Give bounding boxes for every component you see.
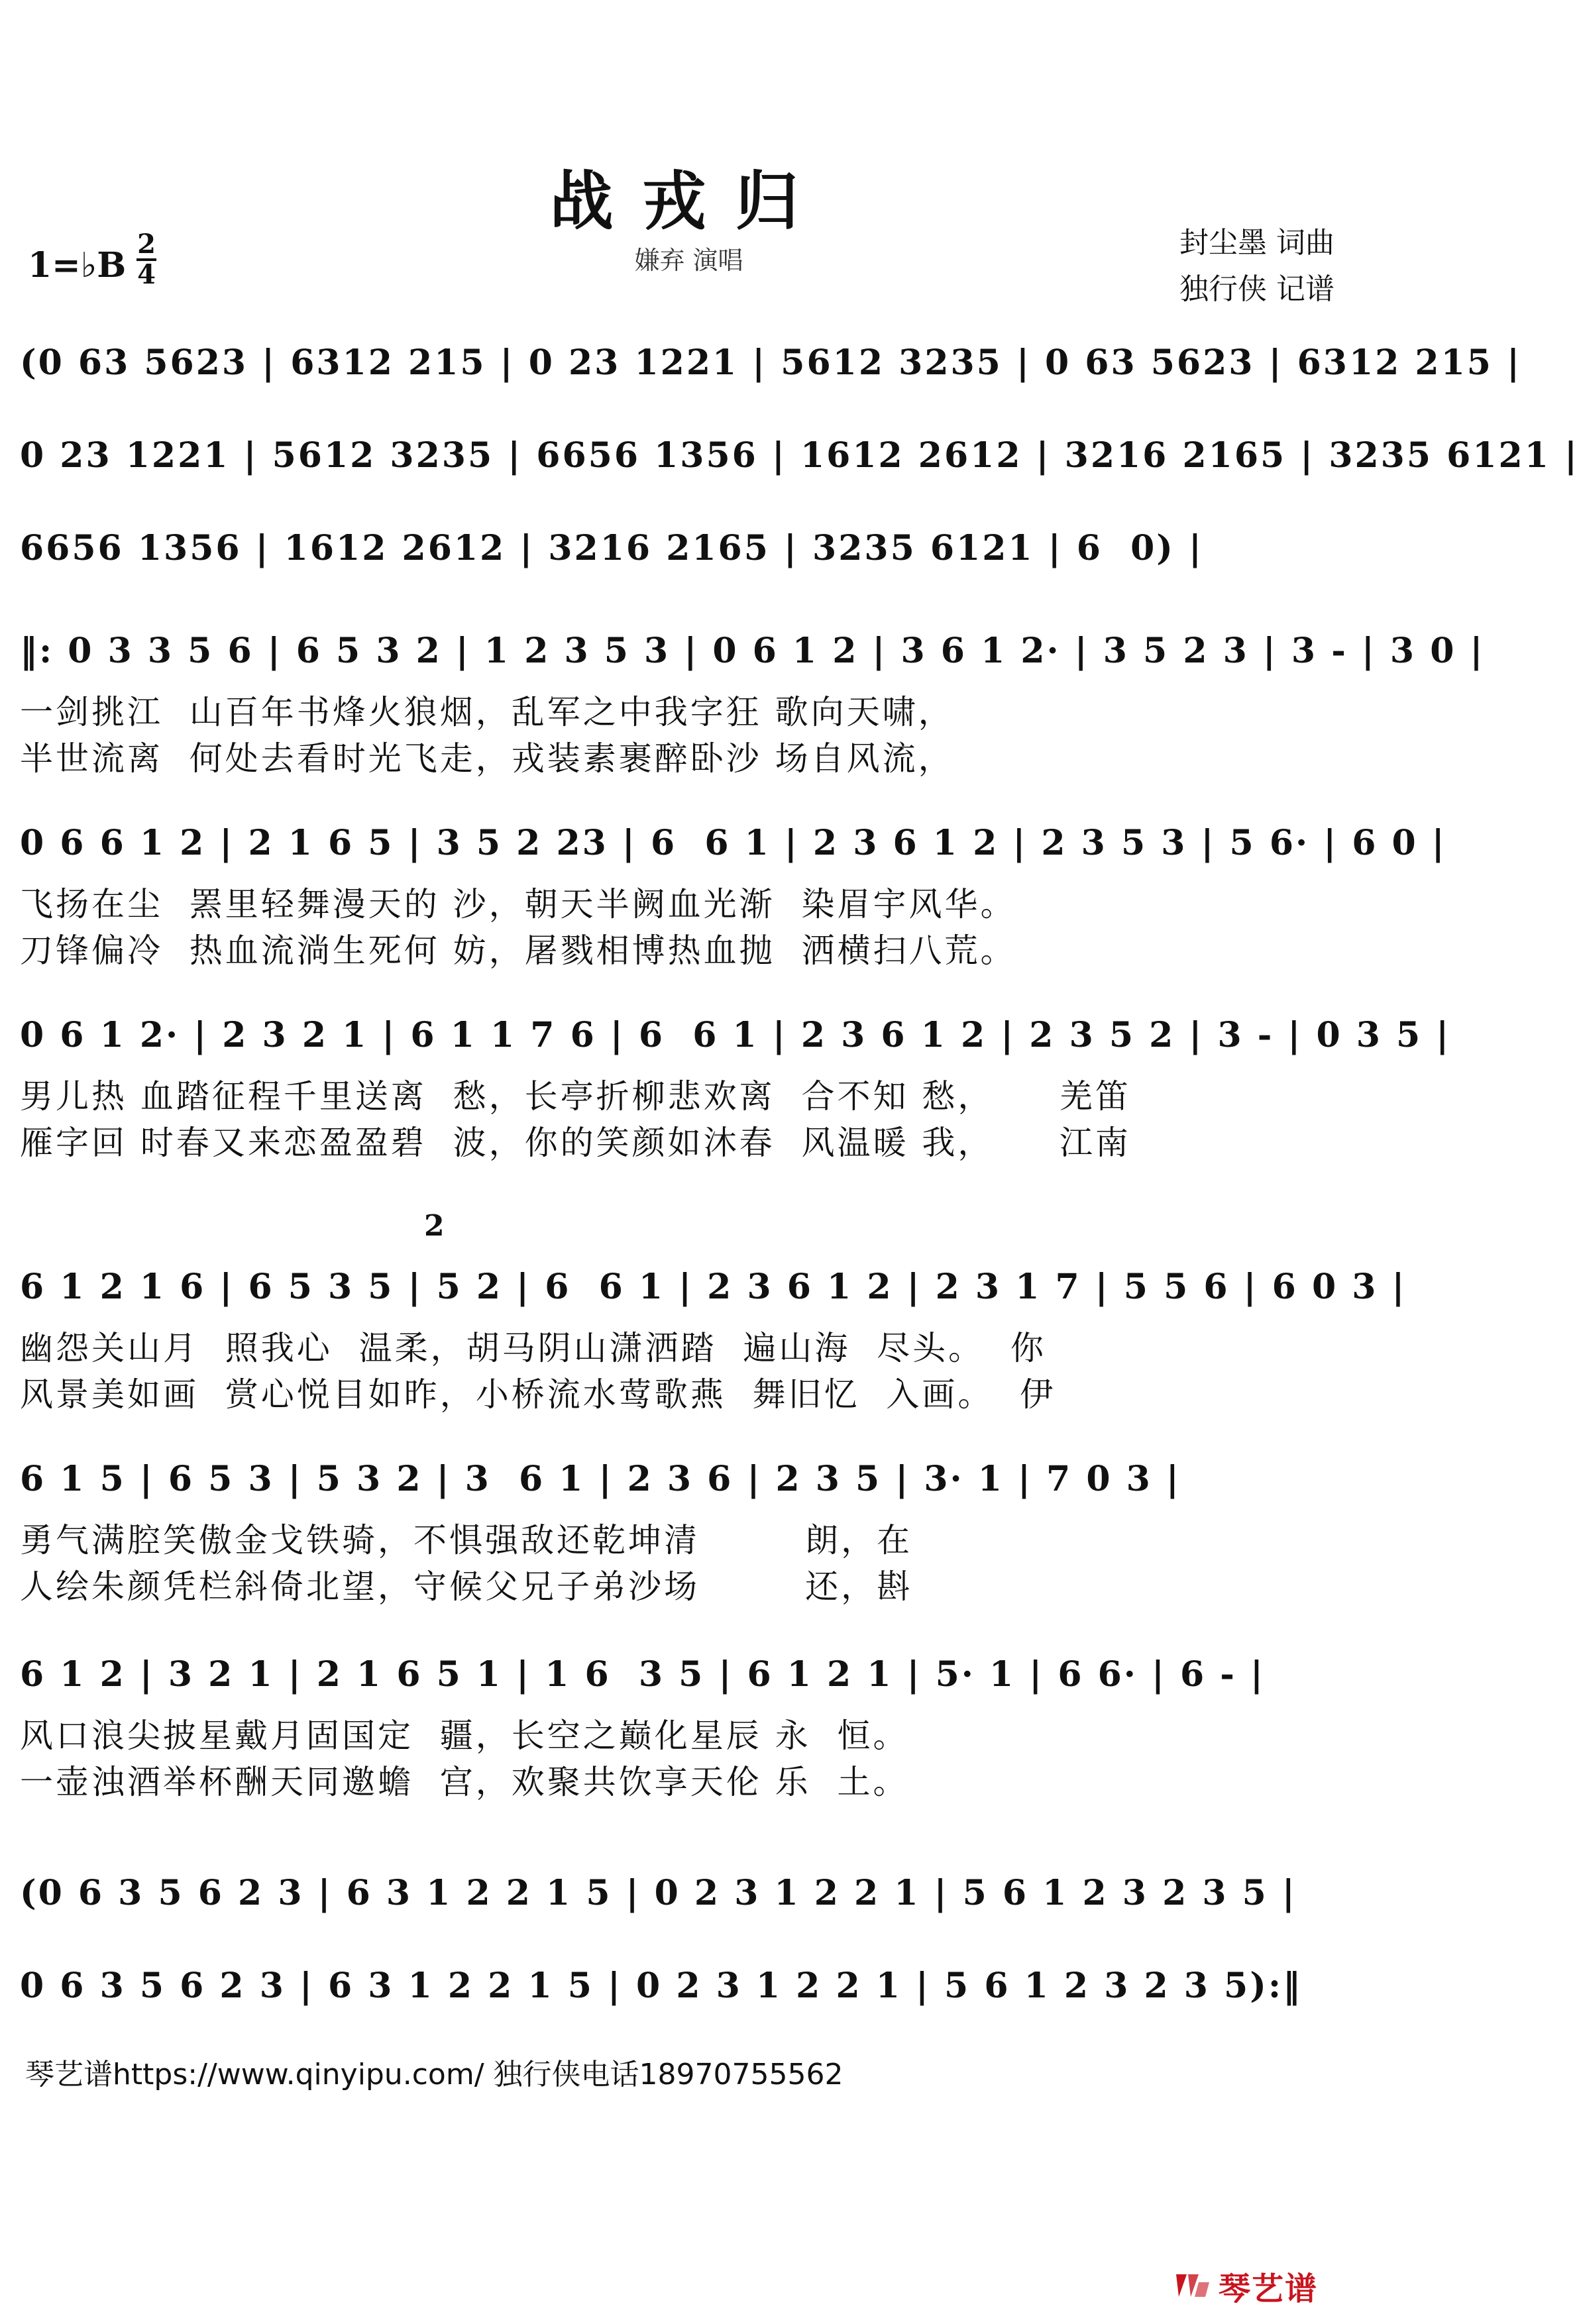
notation-line: 6656 1356 | 1612 2612 | 3216 2165 | 3235 6121 | 6 0) |: [20, 528, 1203, 568]
footer-text: 琴艺谱https://www.qinyipu.com/ 独行侠电话18970755562: [25, 2058, 844, 2091]
notation-system: [20, 1255, 1407, 1319]
lyric-line: 勇气满腔笑傲金戈铁骑，不惧强敌还乾坤清 朗，在: [20, 1521, 913, 1559]
notation-system: [20, 1448, 1352, 1511]
lyric-line: 半世流离 何处去看时光飞走，戎装素裹醉卧沙 场自风流，: [20, 739, 954, 778]
notation-line: 0 6 6 1 2 | 2 1 6 5 | 3 5 2 23 | 6 6 1 | 2 3 6 1 2 | 2 3 5 3 | 5 6· | 6 0 |: [20, 823, 1446, 863]
notation-line: 0 6 1 2· | 2 3 2 1 | 6 1 1 7 6 | 6 6 1 | 2 3 6 1 2 | 2 3 5 2 | 3 - | 0 3 5 |: [20, 1015, 1451, 1055]
notation-line: 6 1 2 1 6 | 6 5 3 5 | 5 2 | 6 6 1 | 2 3 6 1 2 | 2 3 1 7 | 5 5 6 | 6 0 3 |: [20, 1267, 1407, 1307]
notation-system: [20, 1862, 1352, 1925]
lyric-line: 刀锋偏冷 热血流淌生死何 妨，屠戮相博热血抛 洒横扫八荒。: [20, 931, 1016, 970]
lyric-line: 一剑挑江 山百年书烽火狼烟，乱军之中我字狂 歌向天啸，: [20, 693, 954, 731]
notation-system: [20, 424, 1579, 488]
lyric-line: 人绘朱颜凭栏斜倚北望，守候父兄子弟沙场 还，斟: [20, 1567, 913, 1606]
notation-line: 6 1 5 | 6 5 3 | 5 3 2 | 3 6 1 | 2 3 6 | 2 3 5 | 3· 1 | 7 0 3 |: [20, 1459, 1181, 1499]
notation-system: [20, 1954, 1352, 2018]
meter-top: 2: [137, 229, 156, 260]
key-signature: 1=♭B: [28, 245, 127, 286]
composer-credit: 封尘墨 词曲: [1179, 226, 1334, 260]
notation-line: 0 6 3 5 6 2 3 | 6 3 1 2 2 1 5 | 0 2 3 1 2 2 1 | 5 6 1 2 3 2 3 5):‖: [20, 1966, 1303, 2006]
lyric-line: 飞扬在尘 罴里轻舞漫天的 沙，朝天半阙血光渐 染眉宇风华。: [20, 885, 1016, 924]
page-title: 战戎归: [549, 164, 828, 238]
lyric-line: 风口浪尖披星戴月固国定 疆，长空之巅化星辰 永 恒。: [20, 1717, 909, 1755]
transcriber-credit: 独行侠 记谱: [1179, 272, 1334, 306]
lyric-line: 风景美如画 赏心悦目如昨，小桥流水莺歌燕 舞旧忆 入画。 伊: [20, 1375, 1056, 1414]
lyric-line: 男儿热 血踏征程千里送离 愁，长亭折柳悲欢离 合不知 愁， 羌笛: [20, 1077, 1131, 1116]
logo-text: 琴艺谱: [1218, 2270, 1318, 2307]
notation-line: ‖: 0 3 3 5 6 | 6 5 3 2 | 1 2 3 5 3 | 0 6 1 2 | 3 6 1 2· | 3 5 2 3 | 3 - | 3 0 |: [20, 631, 1485, 671]
notation-line: (0 63 5623 | 6312 215 | 0 23 1221 | 5612 3235 | 0 63 5623 | 6312 215 |: [20, 343, 1521, 383]
notation-system: [20, 812, 1446, 875]
performer-credit: 嫌弃 演唱: [634, 246, 743, 275]
notation-line: (0 6 3 5 6 2 3 | 6 3 1 2 2 1 5 | 0 2 3 1 2 2 1 | 5 6 1 2 3 2 3 5 |: [20, 1873, 1297, 1913]
notation-line: 6 1 2 | 3 2 1 | 2 1 6 5 1 | 1 6 3 5 | 6 1 2 1 | 5· 1 | 6 6· | 6 - |: [20, 1654, 1265, 1695]
lyric-line: 一壶浊酒举杯酬天同邀蟾 宫，欢聚共饮享天伦 乐 土。: [20, 1763, 909, 1801]
notation-system: [20, 1643, 1352, 1707]
notation-system: [20, 331, 1521, 395]
site-logo: [1172, 2266, 1318, 2305]
logo-mark-icon: [1172, 2269, 1212, 2302]
lyric-line: 幽怨关山月 照我心 温柔，胡马阴山潇洒踏 遍山海 尽头。 你: [20, 1329, 1046, 1367]
time-signature: [136, 229, 156, 290]
notation-system: [20, 619, 1485, 683]
meter-bottom: 4: [137, 259, 156, 290]
notation-system: [20, 517, 1352, 580]
notation-line: 0 23 1221 | 5612 3235 | 6656 1356 | 1612 2612 | 3216 2165 | 3235 6121 |: [20, 435, 1579, 476]
volta-marker: 2: [424, 1209, 445, 1243]
notation-system: [20, 1004, 1451, 1067]
lyric-line: 雁字回 时春又来恋盈盈碧 波，你的笑颜如沐春 风温暖 我， 江南: [20, 1124, 1131, 1162]
